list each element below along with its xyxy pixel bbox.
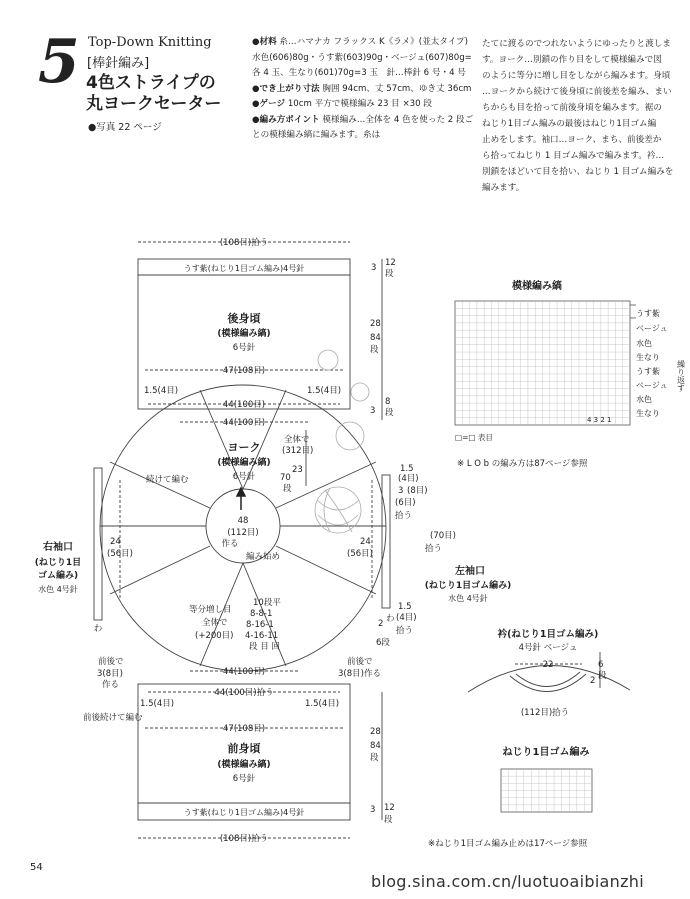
neck-112: (112目) [227, 528, 259, 538]
yoke-rows-unit: 段 [283, 484, 292, 494]
back-rib-label: うす紫(ねじり1目ゴム編み)4号針 [183, 264, 305, 273]
rib-title: ねじり1目ゴム編み [502, 747, 590, 758]
front-needle: 6号針 [232, 774, 256, 784]
right-cuff-needle: 水色 4号針 [38, 585, 78, 594]
left-cuff-title: 左袖口 [455, 566, 485, 577]
cuff-2: 2 [378, 619, 384, 629]
neck-start: 編み始め [246, 552, 281, 562]
collar-needle: 4号針 ベージュ [518, 643, 578, 653]
left-cuff-sub: (ねじり1目ゴム編み) [424, 581, 512, 591]
yoke-needle: 6号針 [232, 472, 256, 482]
diff-rows-8: 8 [385, 397, 391, 407]
top-width-label: (108目)拾う [219, 238, 269, 248]
collar-side: 2 [590, 676, 596, 686]
collar-pick: (112目)拾う [520, 708, 570, 718]
cuff-70: (70目) [430, 531, 456, 541]
right-cuff-round: わ [93, 624, 103, 634]
back-needle: 6号針 [232, 343, 256, 353]
chart-title: 模様編み縞 [512, 281, 562, 292]
cuff-3: 3 [398, 486, 404, 496]
back-height-28: 28 [370, 319, 381, 329]
front-yoke-bottom: 44(100目) [222, 667, 266, 677]
chart-color-1: うす紫 [636, 309, 660, 318]
cuff-bottom-15: 1.5 [398, 602, 412, 612]
yoke-top-label: 44(100目) [222, 418, 266, 428]
chart-reference: ※ L O b の編み方は87ページ参照 [457, 459, 588, 469]
yoke-rows-70: 70 [280, 473, 291, 483]
front-left-edge: 1.5(4目) [140, 699, 175, 709]
increase-sts: (+200目) [195, 631, 234, 641]
photo-reference: ●写真 22 ページ [88, 122, 162, 133]
yoke-total-sts: (312目) [282, 446, 314, 456]
chart-color-4: 生なり [636, 353, 660, 362]
watermark-text: blog.sina.com.cn/luotuoaibianzhi [371, 872, 644, 891]
back-bottom-label: 44(100目) [222, 400, 266, 410]
rib-rows-3: 3 [371, 263, 377, 273]
chart-color-8: 生なり [636, 409, 660, 418]
increase-row-5: 段 目 回 [249, 642, 280, 652]
chart-color-7: 水色 [636, 395, 652, 404]
chart-repeat-label: 繰り返す [676, 360, 686, 392]
yoke-total: 全体で [284, 435, 310, 445]
front-back-diff-right2: 3(8目)作る [338, 669, 381, 679]
collar-rows-unit: 段 [598, 671, 607, 681]
gauge-item: ●ゲージ 10cm 平方で模様編み 23 目 ×30 段 [252, 99, 432, 109]
collar-width: 22 [542, 660, 554, 670]
right-cuff-sub1: (ねじり1目 [34, 558, 82, 568]
front-back-diff-left: 前後で [98, 657, 124, 667]
neck-48: 48 [237, 516, 249, 526]
stripe-pattern-chart [455, 301, 636, 425]
front-rib-unit: 段 [384, 815, 393, 825]
diff-3: 3 [370, 406, 376, 416]
front-right-edge: 1.5(4目) [305, 699, 340, 709]
front-rib-3: 3 [370, 805, 376, 815]
cuff-top-4: (4目) [398, 474, 419, 484]
left-cuff-needle: 水色 4号針 [448, 594, 488, 603]
increase-row-2: 8-8-1 [250, 609, 273, 619]
points-item: ●編み方ポイント 模様編み…全体を 4 色を使った 2 段ごとの模様編み縞に編みます。糸は [252, 114, 474, 140]
back-subtitle: (模様編み縞) [217, 329, 271, 339]
yarn-ball-icon [315, 350, 369, 533]
front-rib-12: 12 [384, 803, 395, 813]
front-rib-label: うす紫(ねじり1目ゴム編み)4号針 [183, 808, 305, 817]
chart-color-5: うす紫 [636, 367, 660, 376]
left-cuff-round: わ [386, 614, 395, 624]
left-radius-56: (56目) [107, 549, 133, 559]
cuff-bottom-pick: 拾う [396, 626, 414, 636]
back-title: 後身頃 [227, 312, 261, 325]
collar-rows: 6 [598, 660, 604, 670]
back-left-edge-label: 1.5(4目) [144, 386, 179, 396]
back-rows-84: 84 [370, 333, 381, 343]
front-pick-label: 44(100目)拾う [214, 688, 274, 698]
front-back-diff-left3: 作る [102, 680, 120, 690]
back-right-edge-label: 1.5(4目) [307, 386, 342, 396]
title-line-1: 4色ストライプの [86, 73, 216, 93]
front-title: 前身頃 [227, 742, 261, 755]
front-rows-unit: 段 [370, 753, 379, 763]
increase-title: 等分増し目 [189, 605, 232, 615]
rib-rows-unit: 段 [385, 269, 394, 279]
twisted-rib-chart [501, 769, 592, 812]
instructions-paragraph: たてに渡るのでつれないようにゆったりと渡しま す。ヨーク…別鎖の作り目をして模様編みで図 のように等分に増し目をしながら編みます。身頃 …ヨークから続けて後身頃に前後差を編み、まい ちからも目を拾って前後身頃を編みます。裾の ねじり1目ゴム編みの最後はねじり1目ゴム編 止めをします。袖口…ヨーク、まち、前後差か ら拾ってねじり 1 目ゴム編みで編みます。衿… 別鎖をほどいて目を拾い、ねじり 1 目ゴム編みを 編みます。 [482, 39, 674, 193]
yoke-title: ヨーク [227, 441, 261, 454]
right-radius-24: 24 [360, 537, 371, 547]
continue-label: 続けて編む [146, 475, 189, 485]
neck-make: 作る [221, 539, 239, 549]
title-technique: [棒針編み] [87, 56, 150, 71]
chart-color-2: ベージュ [636, 324, 668, 333]
front-width-label: 47(108目) [222, 724, 266, 734]
right-cuff-title: 右袖口 [43, 542, 73, 553]
cuff-70-pick: 拾う [425, 544, 443, 554]
collar-title: 衿(ねじり1目ゴム編み) [497, 629, 599, 640]
pattern-number: 5 [38, 27, 80, 97]
front-height-28: 28 [370, 727, 381, 737]
yoke-height-23: 23 [292, 465, 303, 475]
increase-row-4: 4-16-11 [245, 631, 279, 641]
front-back-diff-left2: 3(8目) [97, 669, 123, 679]
title-english: Top-Down Knitting [88, 35, 212, 50]
increase-total: 全体で [202, 618, 228, 628]
increase-row-1: 10段平 [253, 598, 281, 608]
cuff-pick: 拾う [395, 511, 413, 521]
back-width-label: 47(108目) [222, 366, 266, 376]
chart-color-6: ベージュ [636, 381, 668, 390]
diff-rows-unit: 段 [385, 408, 394, 418]
back-rows-unit: 段 [370, 345, 379, 355]
chart-stitch-numbers: 4 3 2 1 [587, 416, 612, 424]
cuff-6: (6目) [395, 498, 416, 508]
title-line-2: 丸ヨークセーター [86, 94, 222, 114]
page-number: 54 [30, 862, 43, 873]
front-rows-84: 84 [370, 741, 381, 751]
yoke-subtitle: (模様編み縞) [217, 458, 271, 468]
right-cuff-sub2: ゴム編み) [37, 571, 79, 581]
front-back-diff-right: 前後で [347, 657, 373, 667]
front-subtitle: (模様編み縞) [217, 760, 271, 770]
cuff-rows-6: 6段 [376, 638, 390, 648]
materials-item: ●材料 糸…ハマナカ フラックス K《ラメ》(並太タイプ)水色(606)80g・うす紫(603)90g・ベージュ(607)80g=各 4 玉、生なり(601)70g=3 玉 針…棒針 6 号・4 号 [252, 37, 472, 78]
cuff-bottom-4: (4目) [396, 613, 417, 623]
right-radius-56: (56目) [347, 549, 373, 559]
chart-color-3: 水色 [636, 339, 652, 348]
front-continue-1: 前後続けて編む [83, 713, 143, 723]
rib-note: ※ねじり1目ゴム編み止めは17ページ参照 [428, 839, 588, 849]
cuff-top-15: 1.5 [400, 464, 414, 474]
cuff-8: (8目) [407, 486, 428, 496]
bottom-width-label: (108目)拾う [219, 834, 269, 844]
increase-row-3: 8-16-1 [246, 620, 274, 630]
rib-rows-12: 12 [385, 258, 396, 268]
size-item: ●でき上がり寸法 胸囲 94cm、丈 57cm、ゆき丈 36cm [252, 83, 472, 94]
left-radius-24: 24 [110, 537, 121, 547]
chart-legend: □=□ 表目 [455, 433, 493, 442]
